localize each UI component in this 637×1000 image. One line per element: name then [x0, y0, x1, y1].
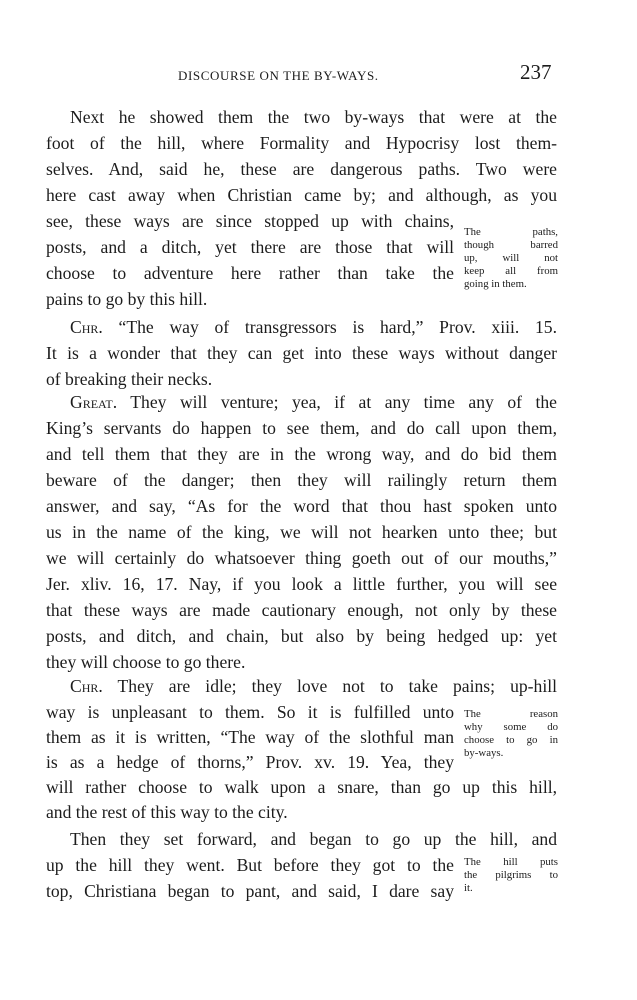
text-line: beware of the danger; then they will railingly return them	[46, 470, 557, 490]
text-line: foot of the hill, where Formality and Hypocrisy lost them-	[46, 133, 557, 153]
text-line: see, these ways are since stopped up with chains,	[46, 211, 454, 231]
text-line: of breaking their necks.	[46, 369, 213, 389]
text-line: top, Christiana began to pant, and said, I dare say	[46, 881, 454, 901]
text-line: them as it is written, “The way of the slothful man	[46, 727, 454, 747]
margin-note-line: The paths,	[464, 226, 558, 238]
text-line: and tell them that they are in the wrong way, and do bid them	[46, 444, 557, 464]
text-line: They will venture; yea, if at any time any of the	[117, 392, 557, 412]
margin-note-line: keep all from	[464, 265, 558, 277]
text-line: way is unpleasant to them. So it is fulfilled unto	[46, 702, 454, 722]
margin-note-line: The hill puts	[464, 856, 558, 868]
text-line: answer, and say, “As for the word that thou hast spoken unto	[46, 496, 557, 516]
margin-note-line: going in them.	[464, 278, 527, 290]
text-line: King’s servants do happen to see them, and do call upon them,	[46, 418, 557, 438]
page-number: 237	[520, 60, 552, 84]
page-header	[0, 58, 637, 88]
text-line: here cast away when Christian came by; and although, as you	[46, 185, 557, 205]
margin-note-line: up, will not	[464, 252, 558, 264]
text-line: Jer. xliv. 16, 17. Nay, if you look a little further, you will see	[46, 574, 557, 594]
text-line: and the rest of this way to the city.	[46, 802, 288, 822]
margin-note-line: choose to go in	[464, 734, 558, 746]
text-line: It is a wonder that they can get into these ways without danger	[46, 343, 557, 363]
running-head: DISCOURSE ON THE BY-WAYS.	[178, 68, 379, 83]
text-line: us in the name of the king, we will not hearken unto thee; but	[46, 522, 557, 542]
margin-note-line: though barred	[464, 239, 558, 251]
text-line: posts, and a ditch, yet there are those that will	[46, 237, 454, 257]
text-line: Then they set forward, and began to go up the hill, and	[70, 829, 557, 849]
margin-note-line: by-ways.	[464, 747, 504, 759]
text-line: pains to go by this hill.	[46, 289, 208, 309]
margin-note	[464, 708, 558, 760]
text-line: is as a hedge of thorns,” Prov. xv. 19. Yea, they	[46, 752, 454, 772]
text-line: “The way of transgressors is hard,” Prov. xiii. 15.	[102, 317, 557, 337]
text-line: posts, and ditch, and chain, but also by being hedged up: yet	[46, 626, 557, 646]
text-line: will rather choose to walk upon a snare, than go up this hill,	[46, 777, 557, 797]
margin-note-line: it.	[464, 882, 473, 894]
text-line: they will choose to go there.	[46, 652, 246, 672]
speech-line	[70, 389, 557, 415]
text-line: Next he showed them the two by-ways that were at the	[70, 107, 557, 127]
text-line: we will certainly do whatsoever thing goeth out of our mouths,”	[46, 548, 557, 568]
margin-note-line: The reason	[464, 708, 558, 720]
margin-note-line: why some do	[464, 721, 558, 733]
speaker-label: Chr.	[70, 317, 103, 337]
speech-line	[70, 673, 557, 699]
text-line: selves. And, said he, these are dangerous paths. Two were	[46, 159, 557, 179]
text-line: They are idle; they love not to take pains; up-hill	[102, 676, 557, 696]
speaker-label: Great.	[70, 392, 118, 412]
text-line: choose to adventure here rather than take the	[46, 263, 454, 283]
speech-line	[70, 314, 557, 340]
margin-note	[464, 226, 558, 291]
margin-note-line: the pilgrims to	[464, 869, 558, 881]
text-line: that these ways are made cautionary enough, not only by these	[46, 600, 557, 620]
margin-note	[464, 856, 558, 895]
text-line: up the hill they went. But before they got to the	[46, 855, 454, 875]
speaker-label: Chr.	[70, 676, 103, 696]
